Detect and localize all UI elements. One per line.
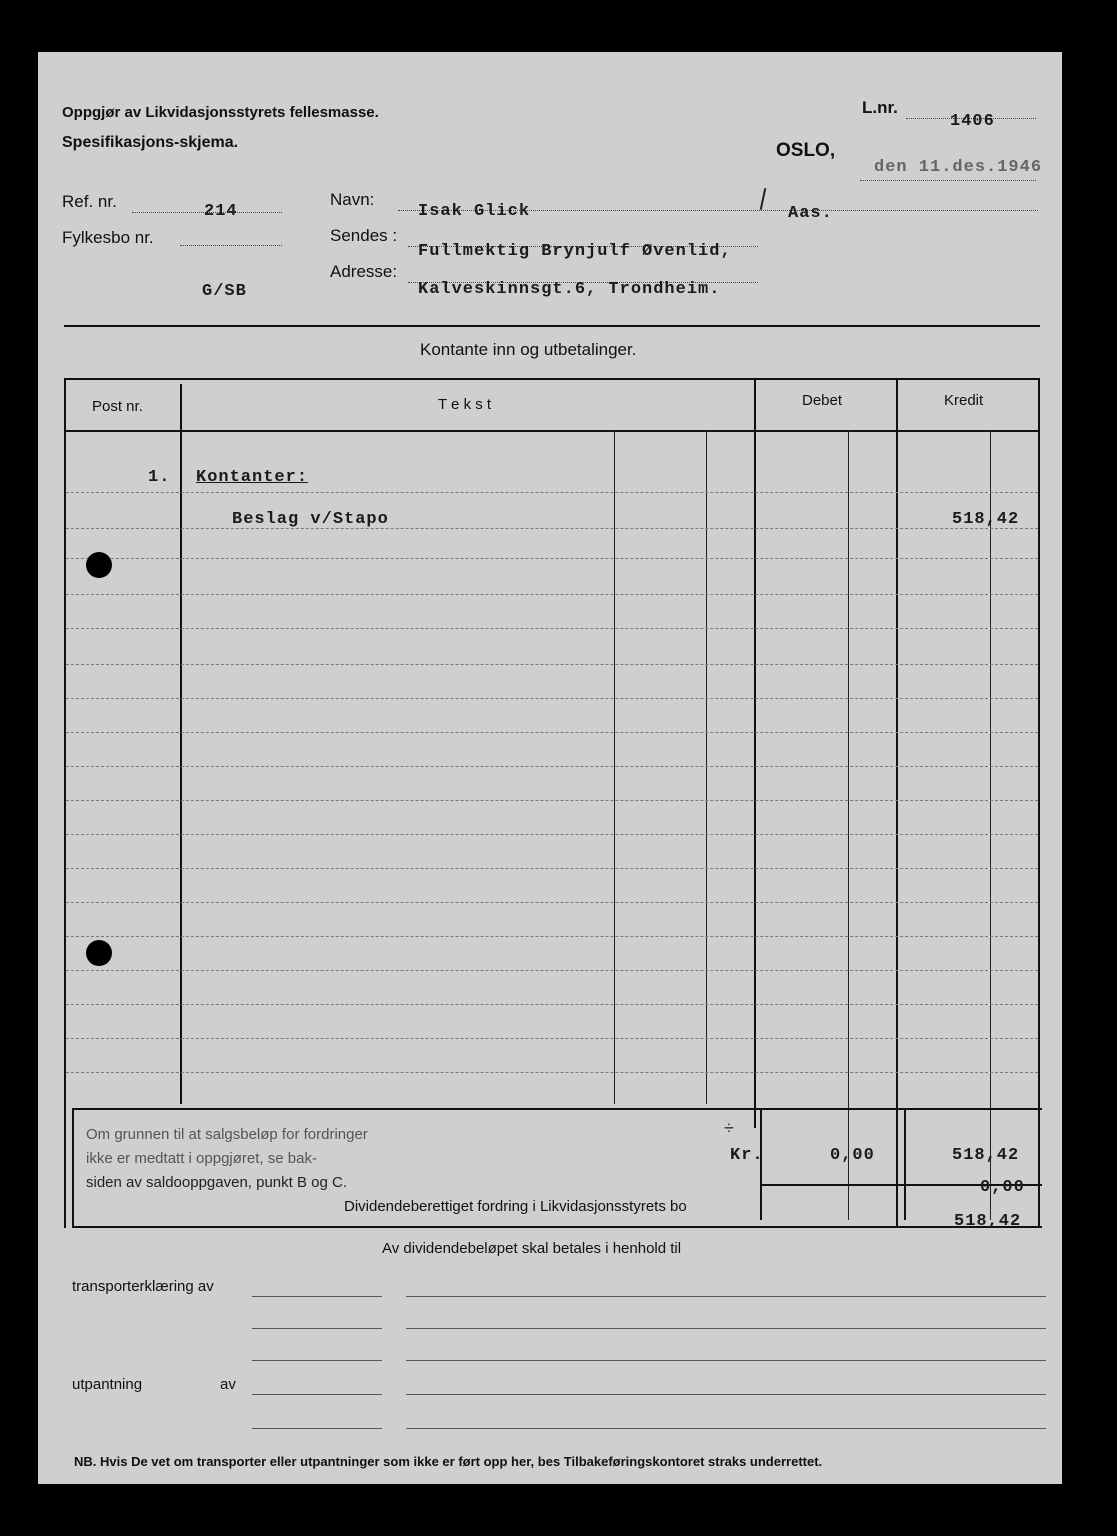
col-tekst-divider: [754, 378, 756, 1128]
header-kredit: Kredit: [944, 392, 984, 409]
transport-line: [406, 1360, 1046, 1361]
table-row-line: [66, 1004, 1038, 1005]
col-sub-divider-1: [614, 430, 615, 1104]
table-row-line: [66, 698, 1038, 699]
punch-hole: [86, 552, 112, 578]
table-header-border: [66, 430, 1040, 432]
table-row-line: [66, 628, 1038, 629]
header-post: Post nr.: [92, 398, 143, 415]
bottom-title: Av dividendebeløpet skal betales i henhold til: [382, 1240, 682, 1257]
transport-line: [252, 1328, 382, 1329]
punch-hole: [86, 940, 112, 966]
form-sheet: [38, 52, 1062, 1484]
table-row-line: [66, 664, 1038, 665]
fylkesbo-label: Fylkesbo nr.: [62, 228, 154, 247]
table-row-line: [66, 970, 1038, 971]
sendes-value: Fullmektig Brynjulf Øvenlid,: [418, 242, 732, 261]
totals-top-border: [72, 1108, 1042, 1110]
table-row-line: [66, 492, 1038, 493]
kredit-total: 518,42: [952, 1146, 1020, 1165]
transport-label: transporterklæring av: [72, 1278, 214, 1295]
row1-tekst: Kontanter:: [196, 468, 309, 487]
header-tekst: T e k s t: [438, 396, 492, 413]
table-row-line: [66, 766, 1038, 767]
header-debet: Debet: [802, 392, 843, 409]
navn-label: Navn:: [330, 190, 375, 209]
nb-footnote: NB. Hvis De vet om transporter eller utpantninger som ikke er ført opp her, bes Tilbakeføringskontoret straks underrettet.: [74, 1454, 823, 1469]
col-debet-divider: [896, 378, 898, 1228]
utpantning-label: utpantning: [72, 1376, 143, 1393]
sendes-label: Sendes :: [330, 226, 398, 245]
table-row-line: [66, 1038, 1038, 1039]
dividend-total: 518,42: [954, 1212, 1022, 1231]
col-debet-cents-divider: [848, 430, 849, 1220]
form-heading: Oppgjør av Likvidasjonsstyrets fellesmasse.: [62, 104, 379, 121]
city-label: OSLO,: [776, 140, 836, 161]
table-row-line: [66, 936, 1038, 937]
row2-tekst: Beslag v/Stapo: [232, 510, 389, 529]
row2-kredit: 518,42: [952, 510, 1020, 529]
ref-label: Ref. nr.: [62, 192, 117, 211]
table-row-line: [66, 834, 1038, 835]
transport-line: [406, 1296, 1046, 1297]
separator-line: [64, 325, 1040, 327]
utpantning-line: [406, 1394, 1046, 1395]
minus-sign: ÷: [724, 1118, 734, 1138]
utpantning-line: [252, 1428, 382, 1429]
table-left-border: [64, 378, 66, 1228]
code-value: G/SB: [202, 282, 247, 301]
table-row-line: [66, 594, 1038, 595]
minus-total: 0,00: [980, 1178, 1025, 1197]
totals-bottom-border: [72, 1226, 1042, 1228]
utpantning-line: [252, 1394, 382, 1395]
table-row-line: [66, 732, 1038, 733]
note-line-3: siden av saldooppgaven, punkt B og C.: [86, 1174, 348, 1191]
lnr-value: 1406: [950, 112, 995, 131]
totals-divider: [904, 1108, 906, 1220]
date-line: [860, 180, 1036, 181]
table-row-line: [66, 1072, 1038, 1073]
table-row-line: [66, 528, 1038, 529]
kr-label: Kr.: [730, 1146, 764, 1165]
dividend-label: Dividendeberettiget fordring i Likvidasjonsstyrets bo: [344, 1198, 687, 1215]
av-label: av: [220, 1376, 236, 1393]
note-line-2: ikke er medtatt i oppgjøret, se bak-: [86, 1150, 317, 1167]
lnr-label: L.nr.: [862, 98, 898, 117]
navn-extra: Aas.: [788, 204, 833, 223]
navn-value: Isak Glick: [418, 202, 531, 221]
table-right-border: [1038, 378, 1040, 1228]
table-row-line: [66, 868, 1038, 869]
utpantning-line: [406, 1428, 1046, 1429]
row1-post: 1.: [148, 468, 171, 487]
transport-line: [252, 1296, 382, 1297]
transport-line: [406, 1328, 1046, 1329]
table-row-line: [66, 558, 1038, 559]
ref-value: 214: [204, 202, 238, 221]
section-title: Kontante inn og utbetalinger.: [420, 340, 637, 359]
adresse-value: Kalveskinnsgt.6, Trondheim.: [418, 280, 721, 299]
totals-left-border: [72, 1108, 74, 1228]
table-top-border: [64, 378, 1040, 380]
table-row-line: [66, 800, 1038, 801]
col-sub-divider-2: [706, 430, 707, 1104]
transport-line: [252, 1360, 382, 1361]
adresse-label: Adresse:: [330, 262, 398, 281]
debet-total: 0,00: [830, 1146, 875, 1165]
note-line-1: Om grunnen til at salgsbeløp for fordringer: [86, 1126, 368, 1143]
table-row-line: [66, 902, 1038, 903]
form-subheading: Spesifikasjons-skjema.: [62, 134, 239, 151]
fylkesbo-line: [180, 245, 282, 246]
col-kredit-cents-divider: [990, 430, 991, 1220]
date-value: den 11.des.1946: [874, 158, 1043, 177]
